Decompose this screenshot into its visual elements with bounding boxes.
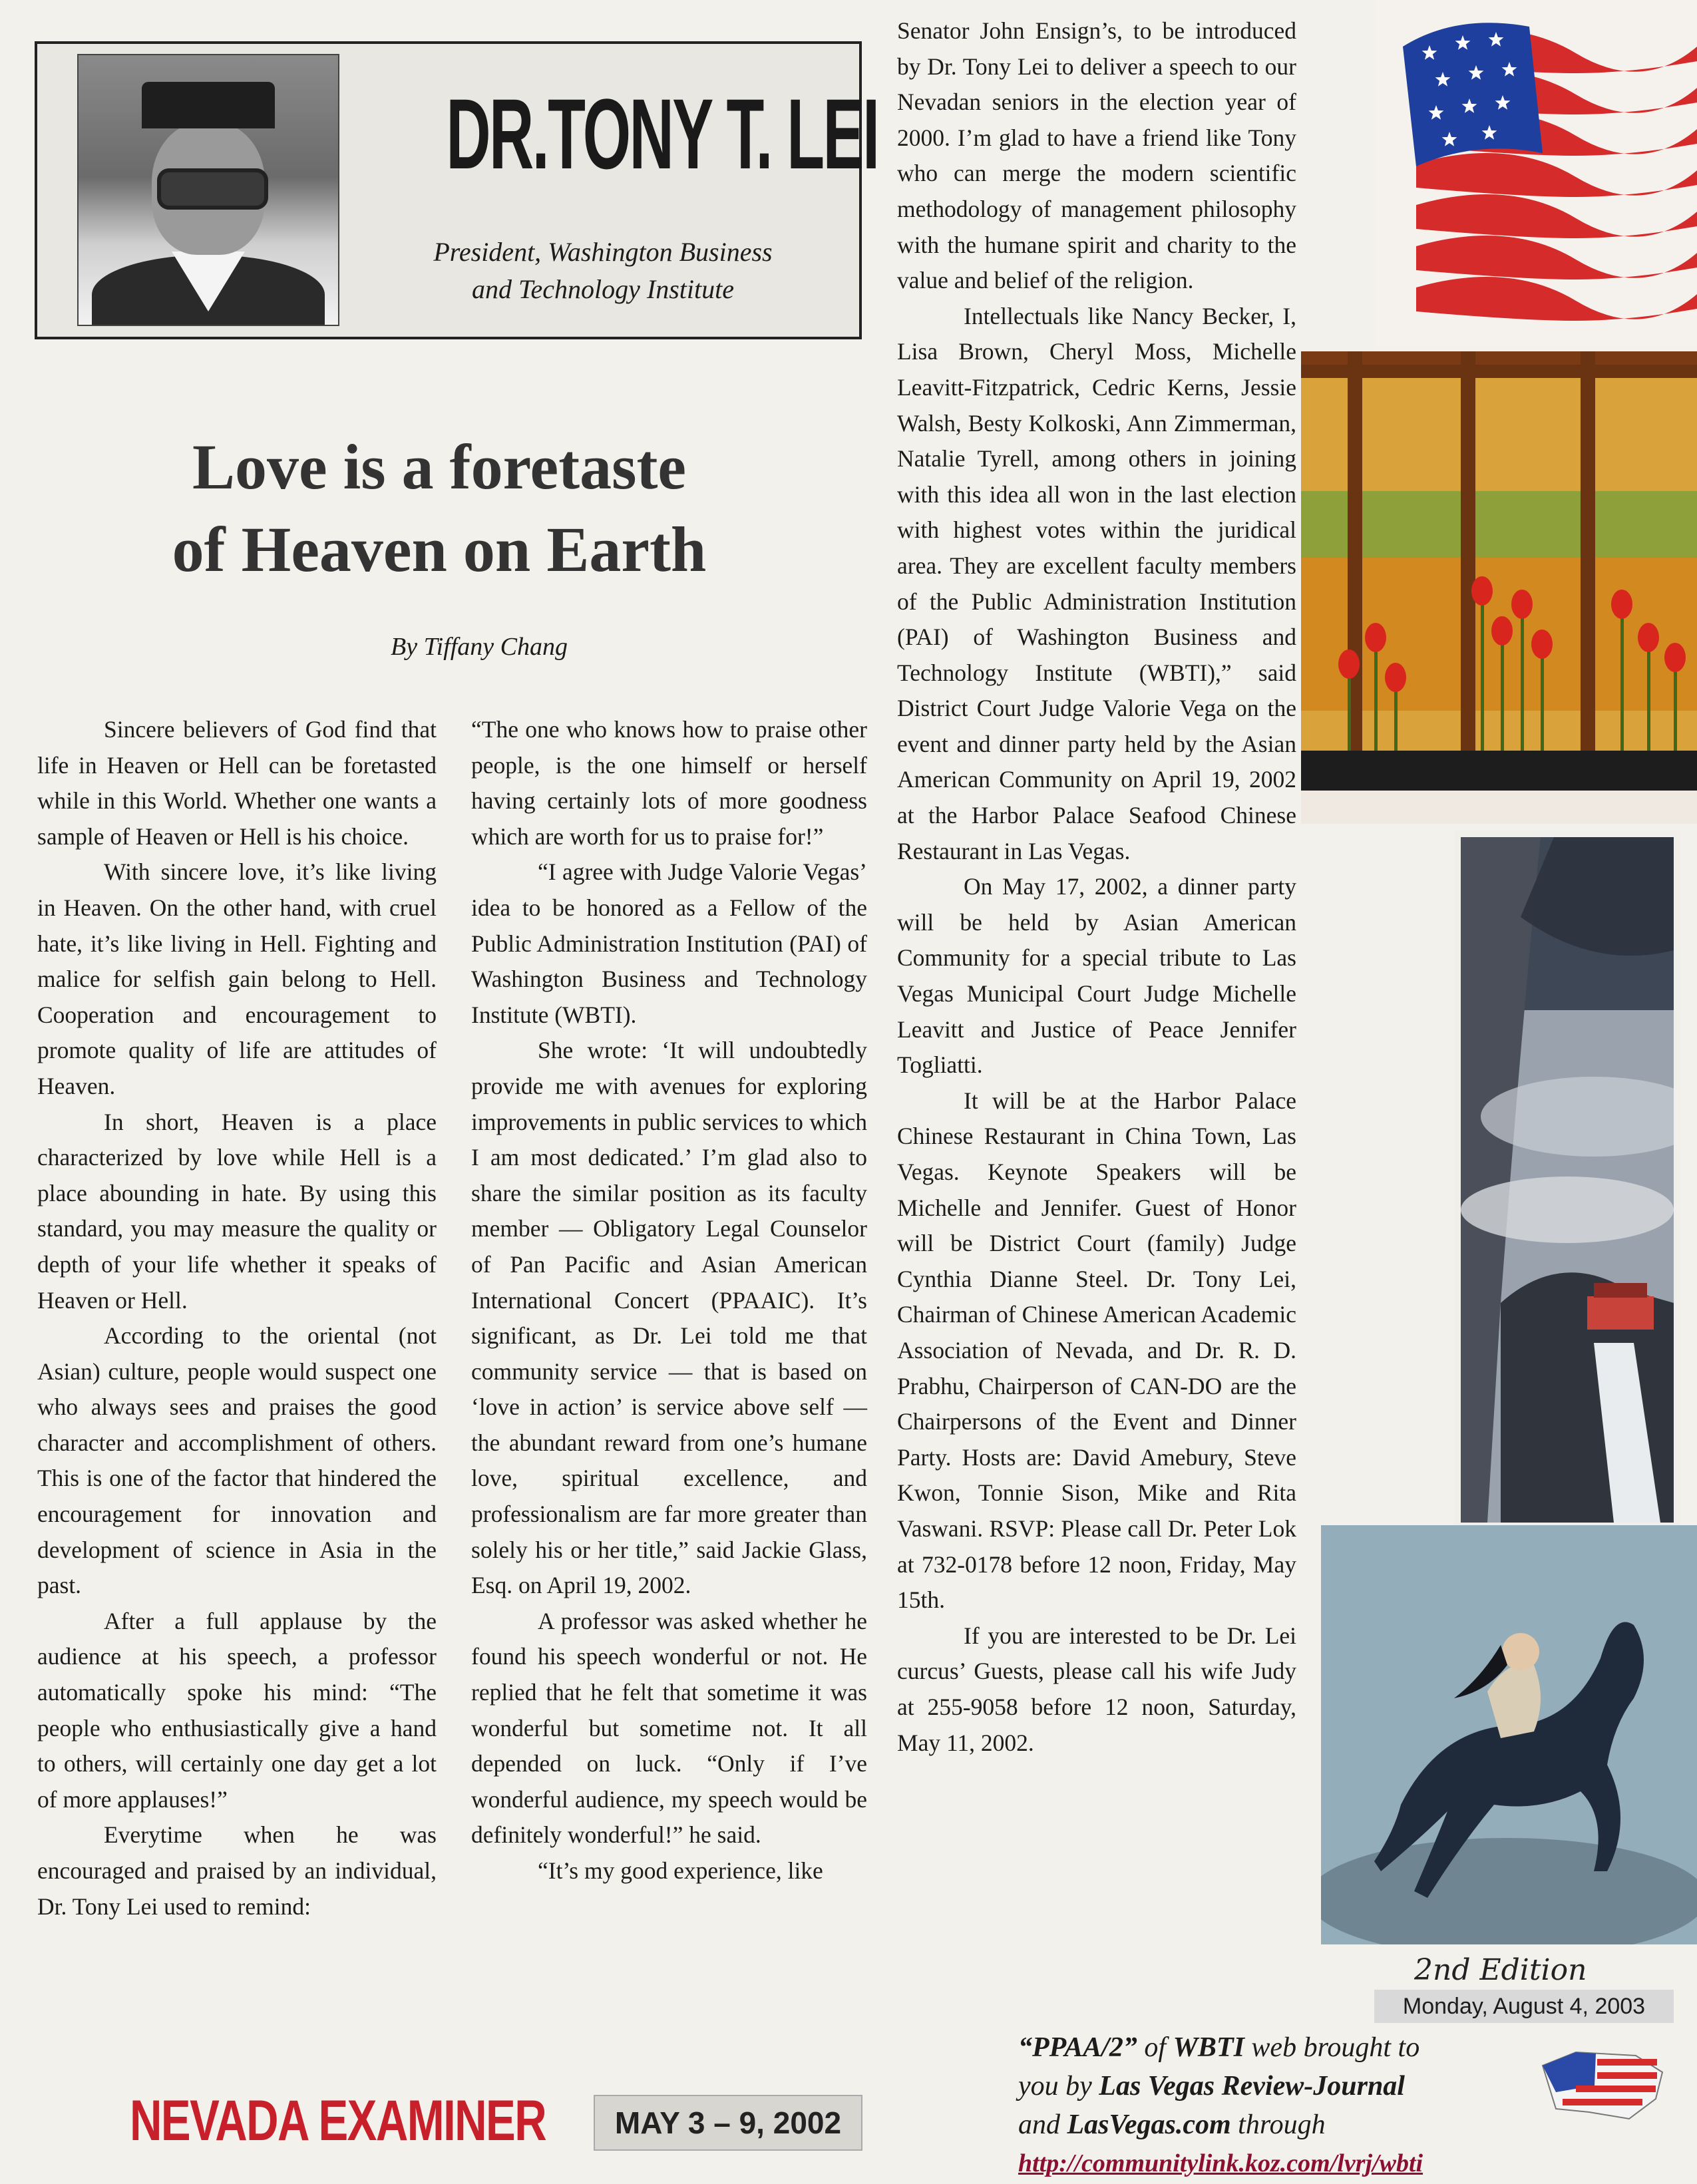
paragraph: If you are interested to be Dr. Lei curcus’ Guests, please call his wife Judy at 255-9058 before 12 noon, Saturday, May 11, 2002. bbox=[897, 1622, 1296, 1756]
tulip-stem bbox=[1501, 631, 1504, 751]
paragraph: In short, Heaven is a place characterized by love while Hell is a place abounding in hate. By using this standard, you may measure the quality or depth of your life whether it speaks of Heaven or Hell. bbox=[37, 1108, 437, 1314]
paragraph: It will be at the Harbor Palace Chinese Restaurant in China Town, Las Vegas. Keynote Speakers will be Michelle and Jennifer. Guest of Honor will be District Court (family) Judge Cynthia Dianne Steel. Dr. Tony Lei, Chairman of Chinese American Academic Association of Nevada, and Dr. R. D. Prabhu, Chairperson of CAN-DO are the Chairpersons of the Event and Dinner Party. Hosts are: David Amebury, Steve Kwon, Tonnie Sison, Mike and Rita Vaswani. RSVP: Please call Dr. Peter Lok at 732-0178 before 12 noon, Friday, May 15th. bbox=[897, 1087, 1296, 1614]
tulip-illustration bbox=[1301, 351, 1697, 824]
paragraph: With sincere love, it’s like living in Heaven. On the other hand, with cruel hate, it’s like living in Hell. Fighting and malice for selfish gain belong to Hell. Cooperation and encouragement to promote quality of life are attitudes of Heaven. bbox=[37, 858, 437, 1099]
credit-lvrj: Las Vegas Review-Journal bbox=[1099, 2071, 1405, 2101]
paragraph: Intellectuals like Nancy Becker, I, Lisa Brown, Cheryl Moss, Michelle Leavitt-Fitzpatrick, Cedric Kerns, Jessie Walsh, Besty Kolkoski, Ann Zimmerman, Natalie Tyrell, among others in joining with this idea all won in the last election with highest votes within the juridical area. They are excellent faculty members of the Public Administration Institution (PAI) of Washington Business and Technology Institute (WBTI),” said District Court Judge Valorie Vega on the event and dinner party held by the Asian American Community on April 19, 2002 at the Harbor Palace Seafood Chinese Restaurant in Las Vegas. bbox=[897, 302, 1296, 864]
credit-text: through bbox=[1230, 2109, 1326, 2140]
tulip-flower bbox=[1531, 630, 1553, 659]
article-column-3 bbox=[897, 13, 1296, 1761]
usa-map-flag-icon bbox=[1536, 2046, 1669, 2125]
credit-line3 bbox=[1018, 2105, 1524, 2144]
mulan-on-horse-image bbox=[1321, 1525, 1697, 1944]
paragraph: A professor was asked whether he found his speech wonderful or not. He replied that he felt that sometime it was wonderful but sometime not. It all depended on luck. “Only if I’ve wonderful audience, my speech would be definitely wonderful!” he said. bbox=[471, 1607, 867, 1849]
tulip-stem bbox=[1647, 637, 1650, 751]
newspaper-masthead: NEVADA EXAMINER bbox=[130, 2089, 546, 2153]
chinese-landscape-painting-image bbox=[1454, 830, 1680, 1529]
credit-text: web brought to bbox=[1244, 2032, 1420, 2063]
tulip-stem bbox=[1374, 637, 1378, 751]
tulip-flower bbox=[1511, 590, 1533, 619]
tulip-flower bbox=[1611, 590, 1632, 619]
edition-label: 2nd Edition bbox=[1414, 1953, 1587, 1987]
article-byline: By Tiffany Chang bbox=[391, 633, 568, 661]
author-portrait-photo bbox=[77, 54, 339, 326]
landscape-illustration bbox=[1461, 837, 1674, 1523]
mulan-illustration bbox=[1321, 1525, 1697, 1944]
headline-line1: Love is a foretaste bbox=[192, 431, 687, 502]
author-affiliation-line1: President, Washington Business bbox=[433, 237, 773, 267]
tulip-stem bbox=[1541, 644, 1544, 751]
credit-text: of bbox=[1137, 2032, 1173, 2063]
paragraph: “I agree with Judge Valorie Vegas’ idea to be honored as a Fellow of the Public Administration Institution (PAI) of Washington Business and Technology Institute (WBTI). bbox=[471, 858, 867, 1028]
article-column-1 bbox=[37, 712, 437, 1924]
paragraph: Everytime when he was encouraged and praised by an individual, Dr. Tony Lei used to remind: bbox=[37, 1821, 437, 1920]
paragraph: She wrote: ‘It will undoubtedly provide me with avenues for exploring improvements in public services to which I am most dedicated.’ I’m glad also to share the similar position as its faculty member — Obligatory Legal Counselor of Pan Pacific and Asian American International Concert (PPAAIC). It’s significant, as Dr. Lei told me that community service — that is based on ‘love in action’ is service above self — the abundant reward from one’s humane love, spiritual excellence, and professionalism are far more greater than solely his or her title,” said Jackie Glass, Esq. on April 19, 2002. bbox=[471, 1037, 867, 1599]
paragraph: On May 17, 2002, a dinner party will be held by Asian American Community for a special tribute to Las Vegas Municipal Court Judge Michelle Leavitt and Justice of Peace Jennifer Togliatti. bbox=[897, 873, 1296, 1079]
tulip-painting-image bbox=[1301, 351, 1697, 824]
community-link-url[interactable]: http://communitylink.koz.com/lvrj/wbti bbox=[1018, 2149, 1423, 2177]
tulip-flower bbox=[1338, 649, 1360, 679]
usa-map-flag-sticker bbox=[1536, 2046, 1669, 2125]
tulip-stem bbox=[1521, 604, 1524, 751]
author-affiliation-line2: and Technology Institute bbox=[471, 274, 735, 304]
tulip-stem bbox=[1620, 604, 1624, 751]
author-header-box bbox=[35, 41, 878, 339]
paragraph: After a full applause by the audience at his speech, a professor automatically spoke his mind: “The people who enthusiastically give a hand to others, will certainly one day get a lot of more applauses!” bbox=[37, 1607, 437, 1813]
newspaper-issue-date: MAY 3 – 9, 2002 bbox=[594, 2095, 862, 2151]
paragraph: Senator John Ensign’s, to be introduced by Dr. Tony Lei to deliver a speech to our Nevadan seniors in the election year of 2000. I’m glad to have a friend like Tony who can merge the modern scientific methodology of management philosophy with the humane spirit and charity to the value and belief of the religion. bbox=[897, 17, 1296, 294]
credit-text: you by bbox=[1018, 2071, 1099, 2101]
headline-line2: of Heaven on Earth bbox=[172, 514, 707, 585]
author-affiliation bbox=[350, 234, 856, 308]
flag-canton bbox=[1403, 23, 1543, 166]
tulip-flower bbox=[1365, 623, 1386, 652]
tulip-flower bbox=[1385, 663, 1406, 692]
paragraph: Sincere believers of God find that life in Heaven or Hell can be foretasted while in this World. Whether one wants a sample of Heaven or Hell is his choice. bbox=[37, 716, 437, 850]
paragraph: “The one who knows how to praise other people, is the one himself or herself having certainly lots of more goodness which are worth for us to praise for!” bbox=[471, 716, 867, 850]
article-column-2 bbox=[471, 712, 867, 1889]
credit-ppaa: “PPAA/2” bbox=[1018, 2032, 1137, 2063]
us-flag-image bbox=[1376, 0, 1697, 346]
paragraph: “It’s my good experience, like bbox=[538, 1857, 823, 1884]
tulip-flower bbox=[1491, 616, 1513, 645]
paragraph: According to the oriental (not Asian) culture, people would suspect one who always sees and praises the good character and accomplishment of others. This is one of the factor that hindered the encouragement for innovation and development of science in Asia in the past. bbox=[37, 1322, 437, 1599]
web-credit-note bbox=[1018, 2028, 1524, 2183]
tulip-flower bbox=[1664, 643, 1686, 672]
credit-wbti: WBTI bbox=[1173, 2032, 1244, 2063]
tulip-stem bbox=[1481, 591, 1484, 751]
author-name: DR.TONY T. LEI bbox=[446, 78, 878, 190]
edition-date: Monday, August 4, 2003 bbox=[1374, 1990, 1674, 2023]
credit-text: and bbox=[1018, 2109, 1067, 2140]
tulip-flower bbox=[1471, 576, 1493, 606]
flag-illustration bbox=[1376, 0, 1697, 346]
credit-line2 bbox=[1018, 2067, 1524, 2105]
tulip-flower bbox=[1638, 623, 1659, 652]
credit-line1 bbox=[1018, 2028, 1524, 2067]
credit-lasvegas: LasVegas.com bbox=[1067, 2109, 1231, 2140]
article-headline bbox=[53, 426, 825, 591]
